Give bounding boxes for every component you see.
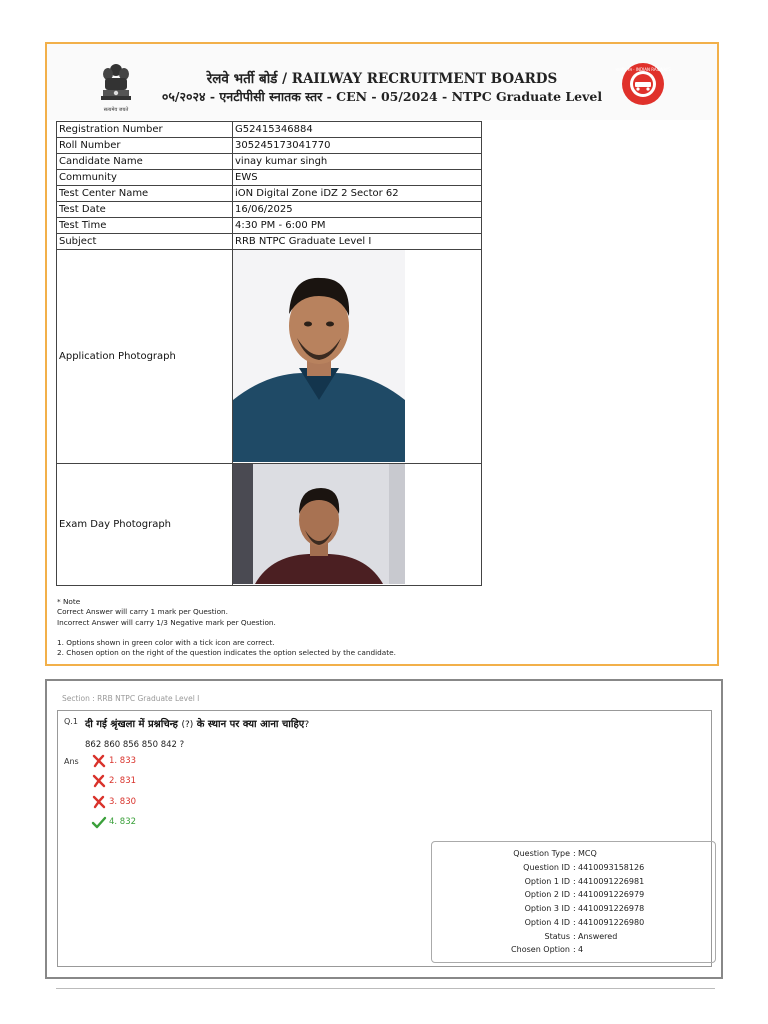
table-row — [57, 138, 482, 154]
candidate-card — [45, 42, 719, 666]
note-line: 2. Chosen option on the right of the question indicates the option selected by the candidate. — [57, 648, 396, 658]
option-label: 4. 832 — [109, 817, 137, 827]
option-3 — [92, 795, 136, 809]
option-label: 3. 830 — [109, 797, 137, 807]
table-row — [57, 186, 482, 202]
meta-row: Question ID : 4410093158126 — [523, 863, 645, 872]
option-1 — [92, 754, 136, 768]
meta-row: Chosen Option : 4 — [511, 945, 584, 954]
info-value: 16/06/2025 — [233, 202, 482, 218]
table-row — [57, 250, 482, 464]
info-key: Community — [57, 170, 233, 186]
page-header — [47, 44, 717, 120]
info-value: iON Digital Zone iDZ 2 Sector 62 — [233, 186, 482, 202]
info-value: RRB NTPC Graduate Level I — [233, 234, 482, 250]
section-label: Section : RRB NTPC Graduate Level I — [62, 694, 200, 703]
info-key: Subject — [57, 234, 233, 250]
table-row — [57, 170, 482, 186]
question-end-mark: ? — [304, 720, 310, 730]
table-row — [57, 218, 482, 234]
cross-icon — [92, 796, 106, 808]
question-mark-symbol: (?) — [181, 720, 194, 730]
application-photo-cell — [233, 250, 482, 464]
question-meta-panel — [431, 841, 716, 963]
question-card — [45, 679, 723, 979]
meta-row: Option 1 ID : 4410091226981 — [524, 877, 645, 886]
question-text-main: दी गई श्रृंखला में प्रश्नचिन्ह — [85, 719, 178, 730]
info-key: Roll Number — [57, 138, 233, 154]
notes-block — [57, 597, 396, 658]
table-row — [57, 154, 482, 170]
note-line: * Note — [57, 597, 81, 606]
info-value: G52415346884 — [233, 122, 482, 138]
page-divider — [56, 988, 715, 989]
table-row — [57, 234, 482, 250]
meta-value: 4410093158126 — [578, 863, 645, 872]
info-value: vinay kumar singh — [233, 154, 482, 170]
cross-icon — [92, 775, 106, 787]
application-photo-label: Application Photograph — [57, 250, 233, 464]
meta-row: Question Type : MCQ — [513, 849, 597, 858]
info-value: EWS — [233, 170, 482, 186]
meta-key: Option 1 ID — [524, 877, 570, 886]
option-2 — [92, 774, 136, 788]
info-value: 4:30 PM - 6:00 PM — [233, 218, 482, 234]
meta-row: Option 4 ID : 4410091226980 — [524, 918, 645, 927]
meta-value: 4410091226981 — [578, 877, 645, 886]
info-key: Test Center Name — [57, 186, 233, 202]
note-line: Incorrect Answer will carry 1/3 Negative mark per Question. — [57, 617, 276, 627]
page-subtitle: ०५/२०२४ - एनटीपीसी स्नातक स्तर - CEN - 05/2024 - NTPC Graduate Level — [161, 89, 603, 104]
meta-key: Chosen Option — [511, 945, 570, 954]
question-number: Q.1 — [64, 717, 78, 726]
exam-day-photo-cell — [233, 464, 482, 586]
exam-day-photo — [233, 464, 405, 584]
meta-key: Question ID — [523, 863, 570, 872]
meta-key: Status — [544, 932, 570, 941]
question-text — [85, 716, 309, 730]
meta-key: Question Type — [513, 849, 570, 858]
table-row — [57, 122, 482, 138]
question-box — [57, 710, 712, 967]
question-text-tail: के स्थान पर क्या आना चाहिए — [196, 719, 305, 730]
info-key: Test Time — [57, 218, 233, 234]
check-icon — [92, 816, 106, 828]
meta-row: Status : Answered — [544, 932, 618, 941]
meta-value: 4 — [578, 945, 584, 954]
note-line — [57, 628, 396, 638]
candidate-info-table — [56, 121, 482, 586]
meta-row: Option 3 ID : 4410091226978 — [524, 904, 645, 913]
page-title: रेलवे भर्ती बोर्ड / RAILWAY RECRUITMENT BOARDS — [206, 71, 558, 87]
meta-value: 4410091226980 — [578, 918, 645, 927]
meta-key: Option 3 ID — [524, 904, 570, 913]
info-key: Registration Number — [57, 122, 233, 138]
meta-key: Option 2 ID — [524, 890, 570, 899]
answer-label: Ans — [64, 757, 79, 766]
meta-value: Answered — [578, 932, 618, 941]
exam-day-photo-label: Exam Day Photograph — [57, 464, 233, 586]
info-key: Candidate Name — [57, 154, 233, 170]
info-value: 305245173041770 — [233, 138, 482, 154]
emblem-caption: सत्यमेव जयते — [103, 107, 129, 113]
question-series: 862 860 856 850 842 ? — [85, 740, 185, 750]
meta-value: 4410091226979 — [578, 890, 645, 899]
option-label: 1. 833 — [109, 756, 137, 766]
note-line: 1. Options shown in green color with a tick icon are correct. — [57, 637, 275, 647]
option-label: 2. 831 — [109, 776, 137, 786]
meta-value: MCQ — [578, 849, 597, 858]
meta-row: Option 2 ID : 4410091226979 — [524, 890, 645, 899]
meta-value: 4410091226978 — [578, 904, 645, 913]
railway-logo-text: भारतीय रेल · INDIAN RAILWAYS — [615, 67, 671, 72]
application-photo — [233, 250, 405, 462]
note-line: Correct Answer will carry 1 mark per Question. — [57, 607, 228, 617]
indian-railways-logo-icon — [615, 62, 671, 106]
cross-icon — [92, 755, 106, 767]
info-key: Test Date — [57, 202, 233, 218]
table-row — [57, 464, 482, 586]
option-4 — [92, 815, 136, 829]
meta-key: Option 4 ID — [524, 918, 570, 927]
table-row — [57, 202, 482, 218]
